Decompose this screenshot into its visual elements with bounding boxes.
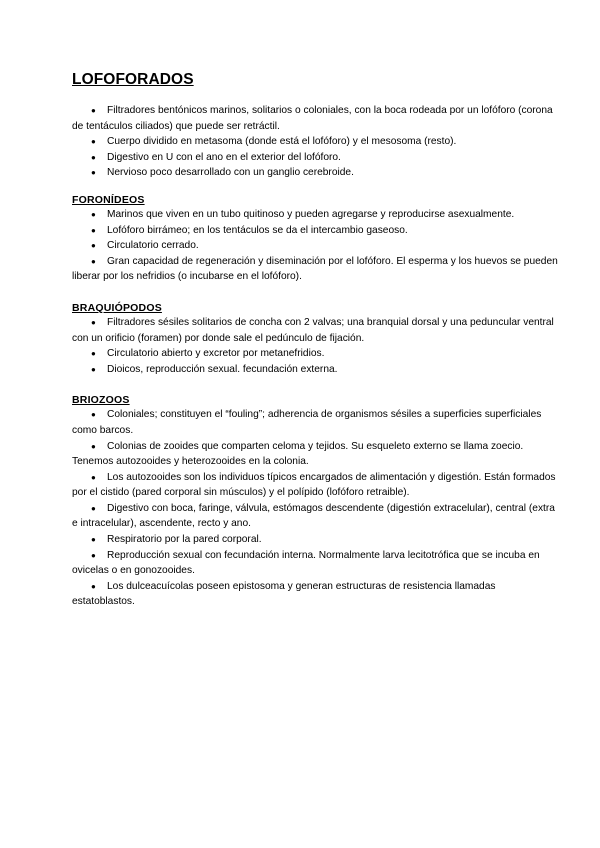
document-title: LOFOFORADOS (72, 71, 194, 88)
list-item: ● Circulatorio abierto y excretor por metanefridios. (72, 346, 560, 362)
bullet-icon: ● (91, 410, 96, 420)
list-item: ● Los dulceacuícolas poseen epistosoma y generan estructuras de resistencia llamadas estatoblastos. (72, 580, 496, 608)
bullet-icon: ● (91, 137, 96, 147)
section-heading: BRAQUIÓPODOS (72, 301, 162, 314)
foronideos-section (72, 194, 560, 285)
intro-section (72, 103, 560, 181)
briozoos-section (72, 394, 560, 610)
bullet-icon: ● (91, 349, 96, 359)
list-item: ● Colonias de zooides que comparten celoma y tejidos. Su esqueleto externo se llama zoecio. Tenemos autozooides y heterozooides en la colonia. (72, 440, 524, 468)
bullet-icon: ● (91, 225, 96, 235)
bullet-icon: ● (91, 209, 96, 219)
bullet-icon: ● (91, 441, 96, 451)
list-item: ● Nervioso poco desarrollado con un ganglio cerebroide. (72, 165, 560, 181)
bullet-icon: ● (91, 168, 96, 178)
list-item: ● Dioicos, reproducción sexual. fecundación externa. (72, 362, 560, 378)
foronideos-list (72, 207, 560, 285)
bullet-icon: ● (91, 503, 96, 513)
braquiopodos-section (72, 302, 560, 377)
list-item: ● Lofóforo birrámeo; en los tentáculos se da el intercambio gaseoso. (72, 223, 560, 239)
list-item: ● Gran capacidad de regeneración y diseminación por el lofóforo. El esperma y los huevos se pueden liberar por los nefridios (o incubarse en el lofóforo). (72, 255, 558, 283)
list-item: ● Digestivo en U con el ano en el exterior del lofóforo. (72, 150, 560, 166)
list-item: ● Los autozooides son los individuos típicos encargados de alimentación y digestión. Están formados por el cistido (pared corporal sin músculos) y el polípido (lofóforo retraible). (72, 471, 556, 499)
list-item: ● Marinos que viven en un tubo quitinoso y pueden agregarse y reproducirse asexualmente. (72, 207, 560, 223)
bullet-icon: ● (91, 535, 96, 545)
list-item: ● Filtradores bentónicos marinos, solitarios o coloniales, con la boca rodeada por un lofóforo (corona de tentáculos ciliados) que puede ser retráctil. (72, 105, 553, 132)
bullet-icon: ● (91, 317, 96, 327)
bullet-icon: ● (91, 106, 96, 115)
list-item: ● Circulatorio cerrado. (72, 238, 560, 254)
bullet-icon: ● (91, 472, 96, 482)
braquiopodos-list (72, 315, 560, 377)
list-item: ● Coloniales; constituyen el “fouling”; adherencia de organismos sésiles a superficies superficiales como barcos. (72, 409, 542, 436)
section-heading: FORONÍDEOS (72, 193, 145, 206)
list-item: ● Filtradores sésiles solitarios de concha con 2 valvas; una branquial dorsal y una peduncular ventral con un orificio (foramen) por donde sale el pedúnculo de fijación. (72, 316, 554, 344)
bullet-icon: ● (91, 241, 96, 251)
intro-list (72, 103, 560, 181)
bullet-icon: ● (91, 550, 96, 560)
briozoos-list (72, 407, 560, 610)
list-item: ● Digestivo con boca, faringe, válvula, estómagos descendente (digestión extracelular), central (extra e intracelular), ascendente, recto y ano. (72, 502, 555, 530)
list-item: ● Respiratorio por la pared corporal. (72, 532, 560, 548)
list-item: ● Cuerpo dividido en metasoma (donde está el lofóforo) y el mesosoma (resto). (72, 134, 560, 150)
bullet-icon: ● (91, 364, 96, 374)
bullet-icon: ● (91, 581, 96, 591)
list-item: ● Reproducción sexual con fecundación interna. Normalmente larva lecitotrófica que se incuba en ovicelas o en gonozooides. (72, 549, 540, 577)
bullet-icon: ● (91, 152, 96, 162)
bullet-icon: ● (91, 256, 96, 266)
section-heading: BRIOZOOS (72, 394, 130, 407)
